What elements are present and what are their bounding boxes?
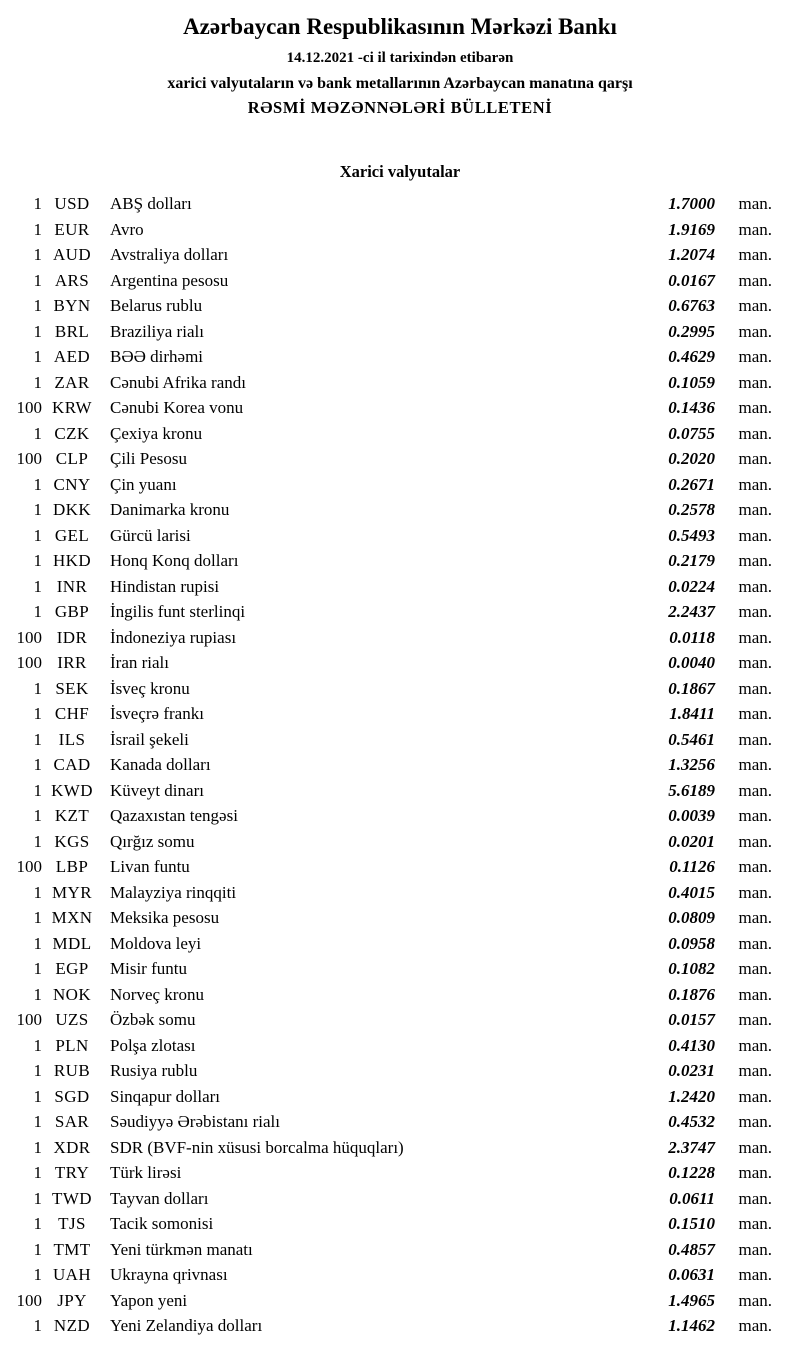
table-row: [14, 727, 772, 753]
effective-date-line: 14.12.2021 -ci il tarixindən etibarən: [286, 50, 514, 66]
currency-code-cell: BRL: [54, 321, 90, 341]
quantity-cell: 1: [33, 959, 42, 978]
unit-cell: man.: [738, 806, 772, 825]
table-row: [14, 931, 772, 957]
currency-code-cell: CLP: [55, 449, 89, 468]
currency-code-cell: EUR: [54, 219, 90, 239]
table-row: [14, 446, 772, 472]
currency-code-cell: KZT: [54, 806, 90, 825]
quantity-cell: 1: [33, 1061, 42, 1080]
quantity-cell: 1: [33, 933, 42, 953]
rate-value-cell: 0.5493: [668, 525, 715, 545]
currency-code-cell: KRW: [52, 398, 92, 417]
quantity-cell: 1: [33, 423, 42, 443]
unit-cell: man.: [738, 959, 772, 978]
table-row: [14, 370, 772, 396]
table-row: [14, 1058, 772, 1084]
quantity-cell: 100: [16, 857, 42, 876]
currency-name-cell: Danimarka kronu: [110, 500, 230, 519]
quantity-cell: 1: [33, 347, 42, 366]
currency-name-cell: Braziliya rialı: [110, 321, 204, 341]
unit-cell: man.: [738, 908, 772, 927]
rate-value-cell: 1.7000: [668, 194, 715, 213]
currency-name-cell: İndoneziya rupiası: [110, 627, 237, 647]
table-row: [14, 242, 772, 268]
currency-name-cell: BƏƏ dirhəmi: [110, 347, 204, 366]
currency-name-cell: Tayvan dolları: [110, 1188, 209, 1208]
currency-code-cell: NOK: [52, 984, 92, 1004]
currency-name-cell: Küveyt dinarı: [110, 780, 204, 800]
subject-line: xarici valyutaların və bank metallarının Azərbaycan manatına qarşı: [167, 75, 633, 92]
rate-value-cell: 0.0809: [668, 908, 715, 927]
currency-name-cell: İsveçrə frankı: [110, 704, 204, 723]
rate-value-cell: 0.2671: [668, 474, 715, 494]
currency-name-cell: Avstraliya dolları: [110, 245, 229, 264]
currency-name-cell: Yeni türkmən manatı: [110, 1239, 253, 1259]
rate-value-cell: 0.0224: [668, 576, 715, 596]
currency-name-cell: Cənubi Korea vonu: [110, 398, 244, 417]
unit-cell: man.: [738, 321, 772, 341]
quantity-cell: 1: [33, 1316, 42, 1335]
rate-value-cell: 0.4130: [668, 1035, 715, 1055]
table-row: [14, 1262, 772, 1288]
currency-name-cell: Yeni Zelandiya dolları: [110, 1316, 263, 1335]
currency-code-cell: CNY: [53, 474, 91, 494]
unit-cell: man.: [738, 653, 772, 672]
unit-cell: man.: [738, 1010, 772, 1029]
currency-name-cell: Hindistan rupisi: [110, 576, 220, 596]
rate-value-cell: 1.1462: [668, 1316, 715, 1335]
unit-cell: man.: [738, 755, 772, 774]
quantity-cell: 100: [16, 1010, 42, 1029]
rate-value-cell: 1.4965: [668, 1290, 715, 1310]
unit-cell: man.: [738, 296, 772, 315]
currency-name-cell: Çexiya kronu: [110, 423, 203, 443]
table-row: [14, 472, 772, 498]
quantity-cell: 100: [16, 1290, 42, 1310]
quantity-cell: 100: [16, 398, 42, 417]
table-row: [14, 395, 772, 421]
quantity-cell: 1: [33, 1239, 42, 1259]
bulletin-title-line: RƏSMİ MƏZƏNNƏLƏRİ BÜLLETENİ: [247, 98, 553, 117]
rate-value-cell: 0.0201: [668, 831, 715, 851]
rate-value-cell: 0.0958: [668, 933, 715, 953]
rate-value-cell: 1.3256: [668, 755, 715, 774]
table-row: [14, 523, 772, 549]
currency-code-cell: CAD: [53, 755, 91, 774]
currency-code-cell: CHF: [54, 704, 90, 723]
currency-code-cell: TRY: [54, 1163, 90, 1182]
unit-cell: man.: [738, 551, 772, 570]
unit-cell: man.: [738, 474, 772, 494]
unit-cell: man.: [738, 1086, 772, 1106]
table-row: [14, 217, 772, 243]
quantity-cell: 1: [33, 831, 42, 851]
currency-code-cell: AUD: [52, 245, 92, 264]
quantity-cell: 1: [33, 372, 42, 392]
unit-cell: man.: [738, 1137, 772, 1157]
currency-name-cell: Ukrayna qrivnası: [110, 1265, 228, 1284]
quantity-cell: 1: [33, 525, 42, 545]
currency-code-cell: CZK: [54, 423, 90, 443]
table-row: [14, 1313, 772, 1339]
unit-cell: man.: [738, 831, 772, 851]
unit-cell: man.: [738, 500, 772, 519]
currency-code-cell: HKD: [52, 551, 92, 570]
unit-cell: man.: [738, 780, 772, 800]
rate-value-cell: 0.0040: [668, 653, 715, 672]
table-row: [14, 701, 772, 727]
currency-code-cell: SEK: [55, 678, 89, 698]
unit-cell: man.: [738, 270, 772, 290]
rate-value-cell: 1.8411: [669, 704, 715, 723]
rate-value-cell: 0.0231: [668, 1061, 715, 1080]
table-row: [14, 293, 772, 319]
unit-cell: man.: [738, 933, 772, 953]
quantity-cell: 1: [33, 270, 42, 290]
currency-name-cell: Honq Konq dolları: [110, 551, 239, 570]
currency-code-cell: SGD: [54, 1086, 90, 1106]
currency-code-cell: BYN: [53, 296, 91, 315]
unit-cell: man.: [738, 398, 772, 417]
rate-value-cell: 0.0631: [668, 1265, 715, 1284]
currency-name-cell: Sinqapur dolları: [110, 1086, 221, 1106]
quantity-cell: 1: [33, 500, 42, 519]
unit-cell: man.: [738, 1061, 772, 1080]
rate-value-cell: 0.0118: [669, 627, 715, 647]
quantity-cell: 1: [33, 704, 42, 723]
unit-cell: man.: [738, 627, 772, 647]
unit-cell: man.: [738, 1265, 772, 1284]
currency-name-cell: Qırğız somu: [110, 831, 195, 851]
currency-code-cell: KGS: [54, 831, 90, 851]
unit-cell: man.: [738, 678, 772, 698]
rate-value-cell: 0.5461: [668, 729, 715, 749]
rate-value-cell: 0.1082: [668, 959, 715, 978]
currency-name-cell: ABŞ dolları: [110, 194, 192, 213]
unit-cell: man.: [738, 219, 772, 239]
currency-name-cell: Kanada dolları: [110, 755, 211, 774]
unit-cell: man.: [738, 1214, 772, 1233]
currency-name-cell: Qazaxıstan tengəsi: [110, 806, 238, 825]
currency-code-cell: EGP: [55, 959, 89, 978]
currency-code-cell: GBP: [54, 602, 90, 621]
currency-name-cell: İsveç kronu: [110, 678, 190, 698]
rate-value-cell: 0.4015: [668, 882, 715, 902]
quantity-cell: 1: [33, 1265, 42, 1284]
unit-cell: man.: [738, 1290, 772, 1310]
table-row: [14, 548, 772, 574]
rate-value-cell: 2.2437: [668, 602, 715, 621]
quantity-cell: 1: [33, 678, 42, 698]
unit-cell: man.: [738, 857, 772, 876]
rate-value-cell: 0.1436: [668, 398, 715, 417]
quantity-cell: 1: [33, 1188, 42, 1208]
quantity-cell: 1: [33, 602, 42, 621]
quantity-cell: 1: [33, 1163, 42, 1182]
table-row: [14, 803, 772, 829]
currency-code-cell: XDR: [53, 1137, 91, 1157]
table-row: [14, 982, 772, 1008]
currency-code-cell: ILS: [58, 729, 86, 749]
table-row: [14, 676, 772, 702]
currency-name-cell: Norveç kronu: [110, 984, 204, 1004]
currency-code-cell: DKK: [52, 500, 92, 519]
table-row: [14, 268, 772, 294]
table-row: [14, 650, 772, 676]
currency-code-cell: MDL: [52, 933, 92, 953]
currency-code-cell: GEL: [54, 525, 90, 545]
currency-code-cell: TWD: [52, 1188, 92, 1208]
table-row: [14, 1160, 772, 1186]
currency-name-cell: İngilis funt sterlinqi: [110, 602, 246, 621]
quantity-cell: 1: [33, 576, 42, 596]
currency-name-cell: Rusiya rublu: [110, 1061, 198, 1080]
quantity-cell: 1: [33, 245, 42, 264]
table-row: [14, 1211, 772, 1237]
currency-code-cell: ARS: [54, 270, 90, 290]
section-title-foreign-currencies: Xarici valyutalar: [339, 162, 461, 181]
rate-value-cell: 2.3747: [668, 1137, 715, 1157]
currency-code-cell: ZAR: [54, 372, 90, 392]
currency-code-cell: NZD: [53, 1316, 91, 1335]
currency-name-cell: Misir funtu: [110, 959, 187, 978]
table-row: [14, 1109, 772, 1135]
table-row: [14, 1237, 772, 1263]
currency-name-cell: Çin yuanı: [110, 474, 177, 494]
table-row: [14, 625, 772, 651]
currency-code-cell: KWD: [51, 780, 93, 800]
rate-value-cell: 0.4532: [668, 1112, 715, 1131]
rate-value-cell: 5.6189: [668, 780, 715, 800]
rate-value-cell: 0.0755: [668, 423, 715, 443]
currency-name-cell: Türk lirəsi: [110, 1163, 182, 1182]
rate-value-cell: 0.0157: [668, 1010, 715, 1029]
table-row: [14, 956, 772, 982]
currency-code-cell: UAH: [52, 1265, 92, 1284]
unit-cell: man.: [738, 347, 772, 366]
rate-value-cell: 1.2074: [668, 245, 715, 264]
quantity-cell: 1: [33, 729, 42, 749]
currency-name-cell: Moldova leyi: [110, 933, 202, 953]
currency-name-cell: İran rialı: [110, 653, 169, 672]
unit-cell: man.: [738, 729, 772, 749]
currency-code-cell: JPY: [57, 1290, 87, 1310]
table-row: [14, 421, 772, 447]
quantity-cell: 1: [33, 194, 42, 213]
currency-name-cell: Belarus rublu: [110, 296, 203, 315]
unit-cell: man.: [738, 1188, 772, 1208]
quantity-cell: 1: [33, 1086, 42, 1106]
rate-value-cell: 1.9169: [668, 219, 715, 239]
table-row: [14, 1135, 772, 1161]
quantity-cell: 1: [33, 321, 42, 341]
unit-cell: man.: [738, 245, 772, 264]
quantity-cell: 1: [33, 984, 42, 1004]
currency-code-cell: PLN: [55, 1035, 89, 1055]
unit-cell: man.: [738, 882, 772, 902]
currency-name-cell: Avro: [110, 219, 144, 239]
table-row: [14, 752, 772, 778]
currency-code-cell: LBP: [55, 857, 89, 876]
rate-value-cell: 0.1876: [668, 984, 715, 1004]
currency-name-cell: Yapon yeni: [110, 1290, 188, 1310]
quantity-cell: 1: [33, 806, 42, 825]
unit-cell: man.: [738, 1112, 772, 1131]
table-row: [14, 1033, 772, 1059]
quantity-cell: 1: [33, 296, 42, 315]
table-row: [14, 574, 772, 600]
quantity-cell: 1: [33, 1137, 42, 1157]
rate-value-cell: 0.2179: [668, 551, 715, 570]
currency-code-cell: MXN: [51, 908, 93, 927]
rate-value-cell: 0.0167: [668, 270, 715, 290]
rate-value-cell: 0.4629: [668, 347, 715, 366]
unit-cell: man.: [738, 1316, 772, 1335]
rate-value-cell: 0.1510: [668, 1214, 715, 1233]
rates-table: [14, 191, 772, 1339]
rate-value-cell: 0.1059: [668, 372, 715, 392]
currency-code-cell: INR: [56, 576, 88, 596]
rate-value-cell: 0.0611: [669, 1188, 715, 1208]
unit-cell: man.: [738, 1239, 772, 1259]
currency-code-cell: UZS: [55, 1010, 89, 1029]
unit-cell: man.: [738, 576, 772, 596]
rate-value-cell: 0.1867: [668, 678, 715, 698]
table-row: [14, 191, 772, 217]
currency-code-cell: TJS: [58, 1214, 86, 1233]
table-row: [14, 854, 772, 880]
rate-value-cell: 0.2578: [668, 500, 715, 519]
unit-cell: man.: [738, 194, 772, 213]
currency-name-cell: Özbək somu: [110, 1010, 196, 1029]
rate-value-cell: 0.2020: [668, 449, 715, 468]
currency-name-cell: İsrail şekeli: [110, 729, 189, 749]
currency-name-cell: SDR (BVF-nin xüsusi borcalma hüquqları): [110, 1137, 404, 1157]
currency-name-cell: Gürcü larisi: [110, 525, 191, 545]
unit-cell: man.: [738, 1163, 772, 1182]
currency-code-cell: SAR: [54, 1112, 90, 1131]
rate-value-cell: 0.4857: [668, 1239, 715, 1259]
currency-code-cell: USD: [54, 194, 90, 213]
rate-value-cell: 0.6763: [668, 296, 715, 315]
unit-cell: man.: [738, 704, 772, 723]
rate-value-cell: 0.1228: [668, 1163, 715, 1182]
quantity-cell: 1: [33, 1035, 42, 1055]
currency-code-cell: MYR: [52, 882, 92, 902]
unit-cell: man.: [738, 449, 772, 468]
currency-code-cell: IRR: [57, 653, 87, 672]
quantity-cell: 1: [33, 1112, 42, 1131]
unit-cell: man.: [738, 423, 772, 443]
currency-name-cell: Çili Pesosu: [110, 449, 187, 468]
table-row: [14, 319, 772, 345]
table-row: [14, 905, 772, 931]
unit-cell: man.: [738, 372, 772, 392]
quantity-cell: 100: [16, 653, 42, 672]
rate-value-cell: 0.0039: [668, 806, 715, 825]
quantity-cell: 100: [16, 449, 42, 468]
currency-code-cell: TMT: [53, 1239, 91, 1259]
table-row: [14, 1288, 772, 1314]
currency-name-cell: Cənubi Afrika randı: [110, 372, 246, 392]
quantity-cell: 1: [33, 474, 42, 494]
table-row: [14, 880, 772, 906]
rate-value-cell: 0.2995: [668, 321, 715, 341]
currency-code-cell: RUB: [53, 1061, 91, 1080]
quantity-cell: 1: [33, 755, 42, 774]
quantity-cell: 1: [33, 780, 42, 800]
table-row: [14, 599, 772, 625]
currency-name-cell: Tacik somonisi: [110, 1214, 214, 1233]
unit-cell: man.: [738, 525, 772, 545]
unit-cell: man.: [738, 602, 772, 621]
quantity-cell: 1: [33, 1214, 42, 1233]
currency-code-cell: IDR: [56, 627, 88, 647]
table-row: [14, 1007, 772, 1033]
quantity-cell: 1: [33, 908, 42, 927]
table-row: [14, 1084, 772, 1110]
currency-name-cell: Səudiyyə Ərəbistanı rialı: [110, 1112, 280, 1131]
currency-code-cell: AED: [53, 347, 91, 366]
currency-name-cell: Livan funtu: [110, 857, 190, 876]
page-title: Azərbaycan Respublikasının Mərkəzi Bankı: [183, 14, 617, 39]
unit-cell: man.: [738, 984, 772, 1004]
rate-value-cell: 0.1126: [669, 857, 715, 876]
rate-value-cell: 1.2420: [668, 1086, 715, 1106]
currency-name-cell: Polşa zlotası: [110, 1035, 196, 1055]
currency-name-cell: Meksika pesosu: [110, 908, 220, 927]
table-row: [14, 1186, 772, 1212]
table-row: [14, 344, 772, 370]
table-row: [14, 829, 772, 855]
unit-cell: man.: [738, 1035, 772, 1055]
quantity-cell: 1: [33, 882, 42, 902]
quantity-cell: 1: [33, 551, 42, 570]
currency-name-cell: Argentina pesosu: [110, 270, 229, 290]
quantity-cell: 1: [33, 219, 42, 239]
currency-name-cell: Malayziya rinqqiti: [110, 882, 237, 902]
table-row: [14, 778, 772, 804]
table-row: [14, 497, 772, 523]
quantity-cell: 100: [16, 627, 42, 647]
